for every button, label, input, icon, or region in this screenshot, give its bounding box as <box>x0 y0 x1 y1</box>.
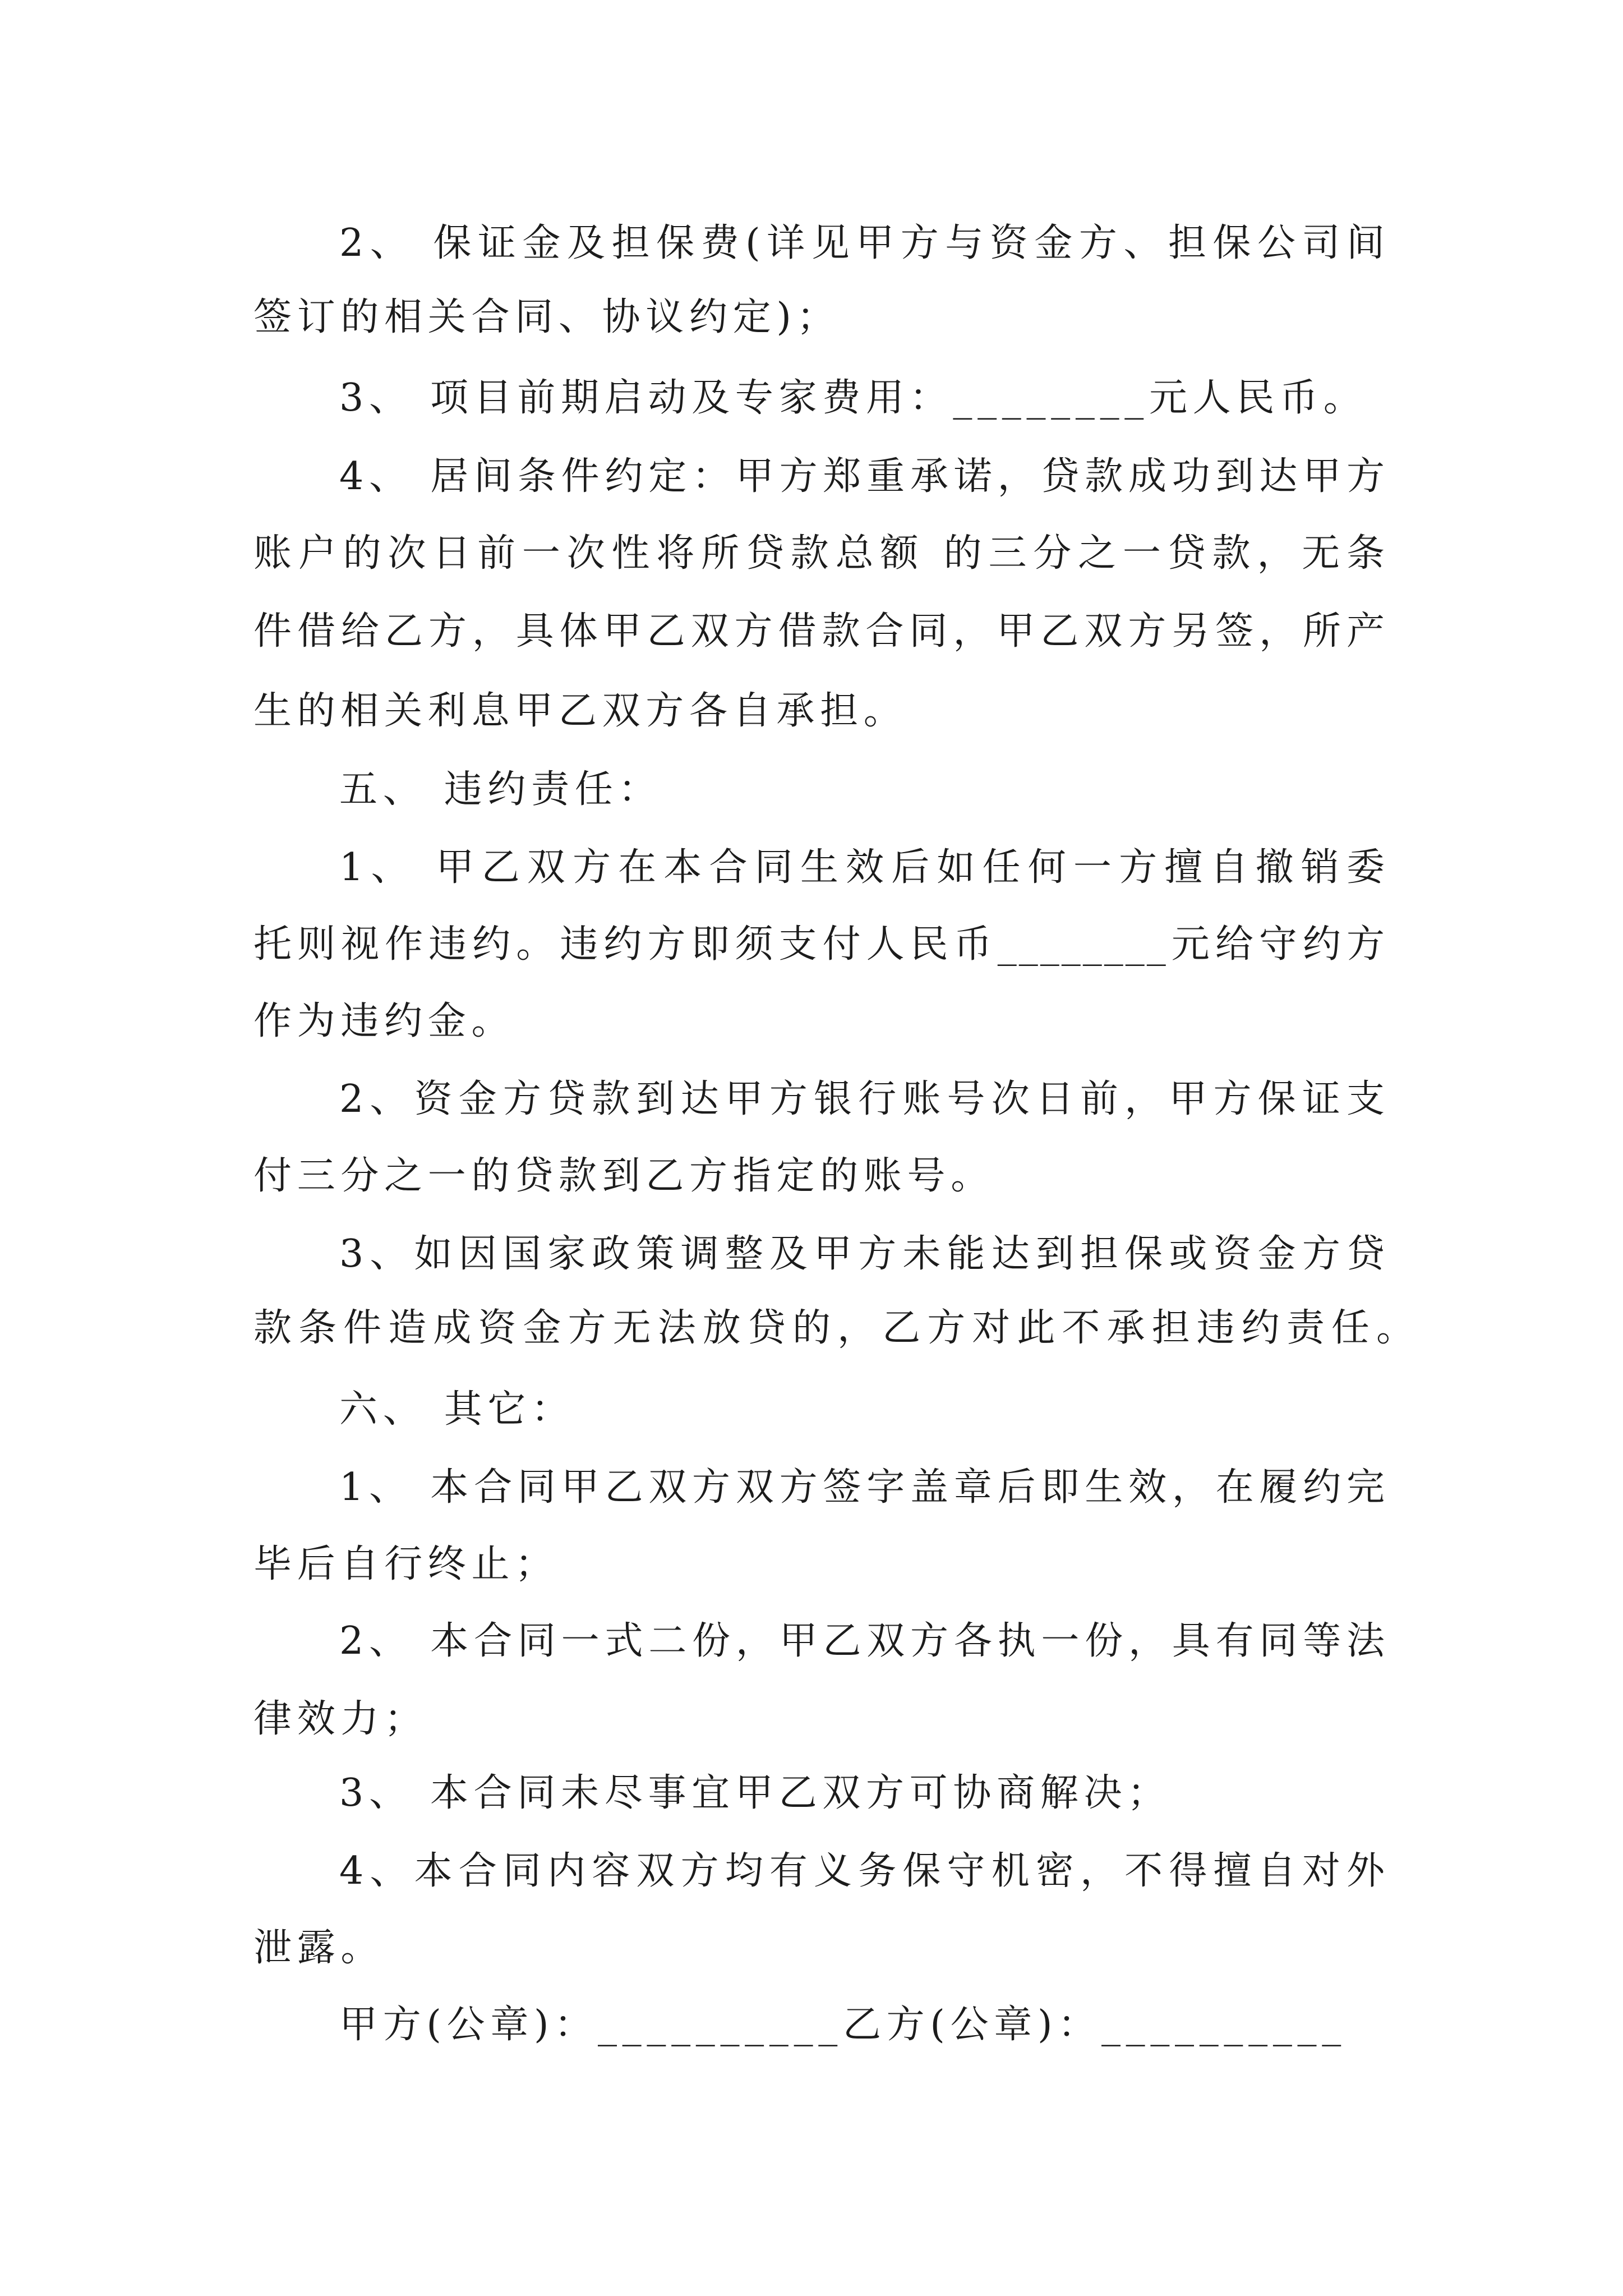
paragraph-line: 作为违约金。 <box>253 999 515 1043</box>
paragraph-line: 生的相关利息甲乙双方各自承担。 <box>253 689 907 733</box>
signature-line <box>339 1997 1387 2053</box>
paragraph-line: 款条件造成资金方无法放贷的，乙方对此不承担违约责任。 <box>253 1306 1417 1350</box>
paragraph-line: 账户的次日前一次性将所贷款总额 的三分之一贷款，无条 <box>253 531 1387 576</box>
paragraph-line: 托则视作违约。违约方即须支付人民币________元给守约方 <box>253 922 1387 967</box>
paragraph-line: 付三分之一的贷款到乙方指定的账号。 <box>253 1154 994 1198</box>
paragraph-line: 2、资金方贷款到达甲方银行账号次日前，甲方保证支 <box>339 1077 1387 1121</box>
paragraph-line: 3、如因国家政策调整及甲方未能达到担保或资金方贷 <box>339 1232 1387 1276</box>
paragraph-line: 签订的相关合同、协议约定)； <box>253 295 841 339</box>
paragraph-line: 2、 保证金及担保费(详见甲方与资金方、担保公司间 <box>339 221 1387 265</box>
party-b-seal-label: 乙方(公章)： <box>842 2003 1101 2047</box>
paragraph-line: 1、 甲乙双方在本合同生效后如任何一方擅自撤销委 <box>339 845 1387 890</box>
paragraph-line: 毕后自行终止； <box>253 1542 559 1586</box>
section-heading: 五、 违约责任： <box>339 767 662 812</box>
party-b-seal-blank: __________ <box>1101 2003 1347 2047</box>
party-a-seal-blank: __________ <box>597 2003 843 2047</box>
paragraph-line: 4、 居间条件约定：甲方郑重承诺，贷款成功到达甲方 <box>339 454 1387 499</box>
paragraph-line: 3、 本合同未尽事宜甲乙双方可协商解决； <box>339 1771 1171 1815</box>
paragraph-line: 泄露。 <box>253 1926 385 1970</box>
paragraph-line: 律效力； <box>253 1697 428 1741</box>
paragraph-line: 件借给乙方，具体甲乙双方借款合同，甲乙双方另签，所产 <box>253 609 1387 654</box>
paragraph-line: 1、 本合同甲乙双方双方签字盖章后即生效，在履约完 <box>339 1465 1387 1510</box>
section-heading: 六、 其它： <box>339 1387 575 1432</box>
paragraph-line: 3、 项目前期启动及专家费用：________元人民币。 <box>339 376 1367 420</box>
paragraph-line: 2、 本合同一式二份，甲乙双方各执一份，具有同等法 <box>339 1619 1387 1663</box>
paragraph-line: 4、本合同内容双方均有义务保守机密，不得擅自对外 <box>339 1849 1387 1893</box>
party-a-seal-label: 甲方(公章)： <box>339 2003 598 2047</box>
